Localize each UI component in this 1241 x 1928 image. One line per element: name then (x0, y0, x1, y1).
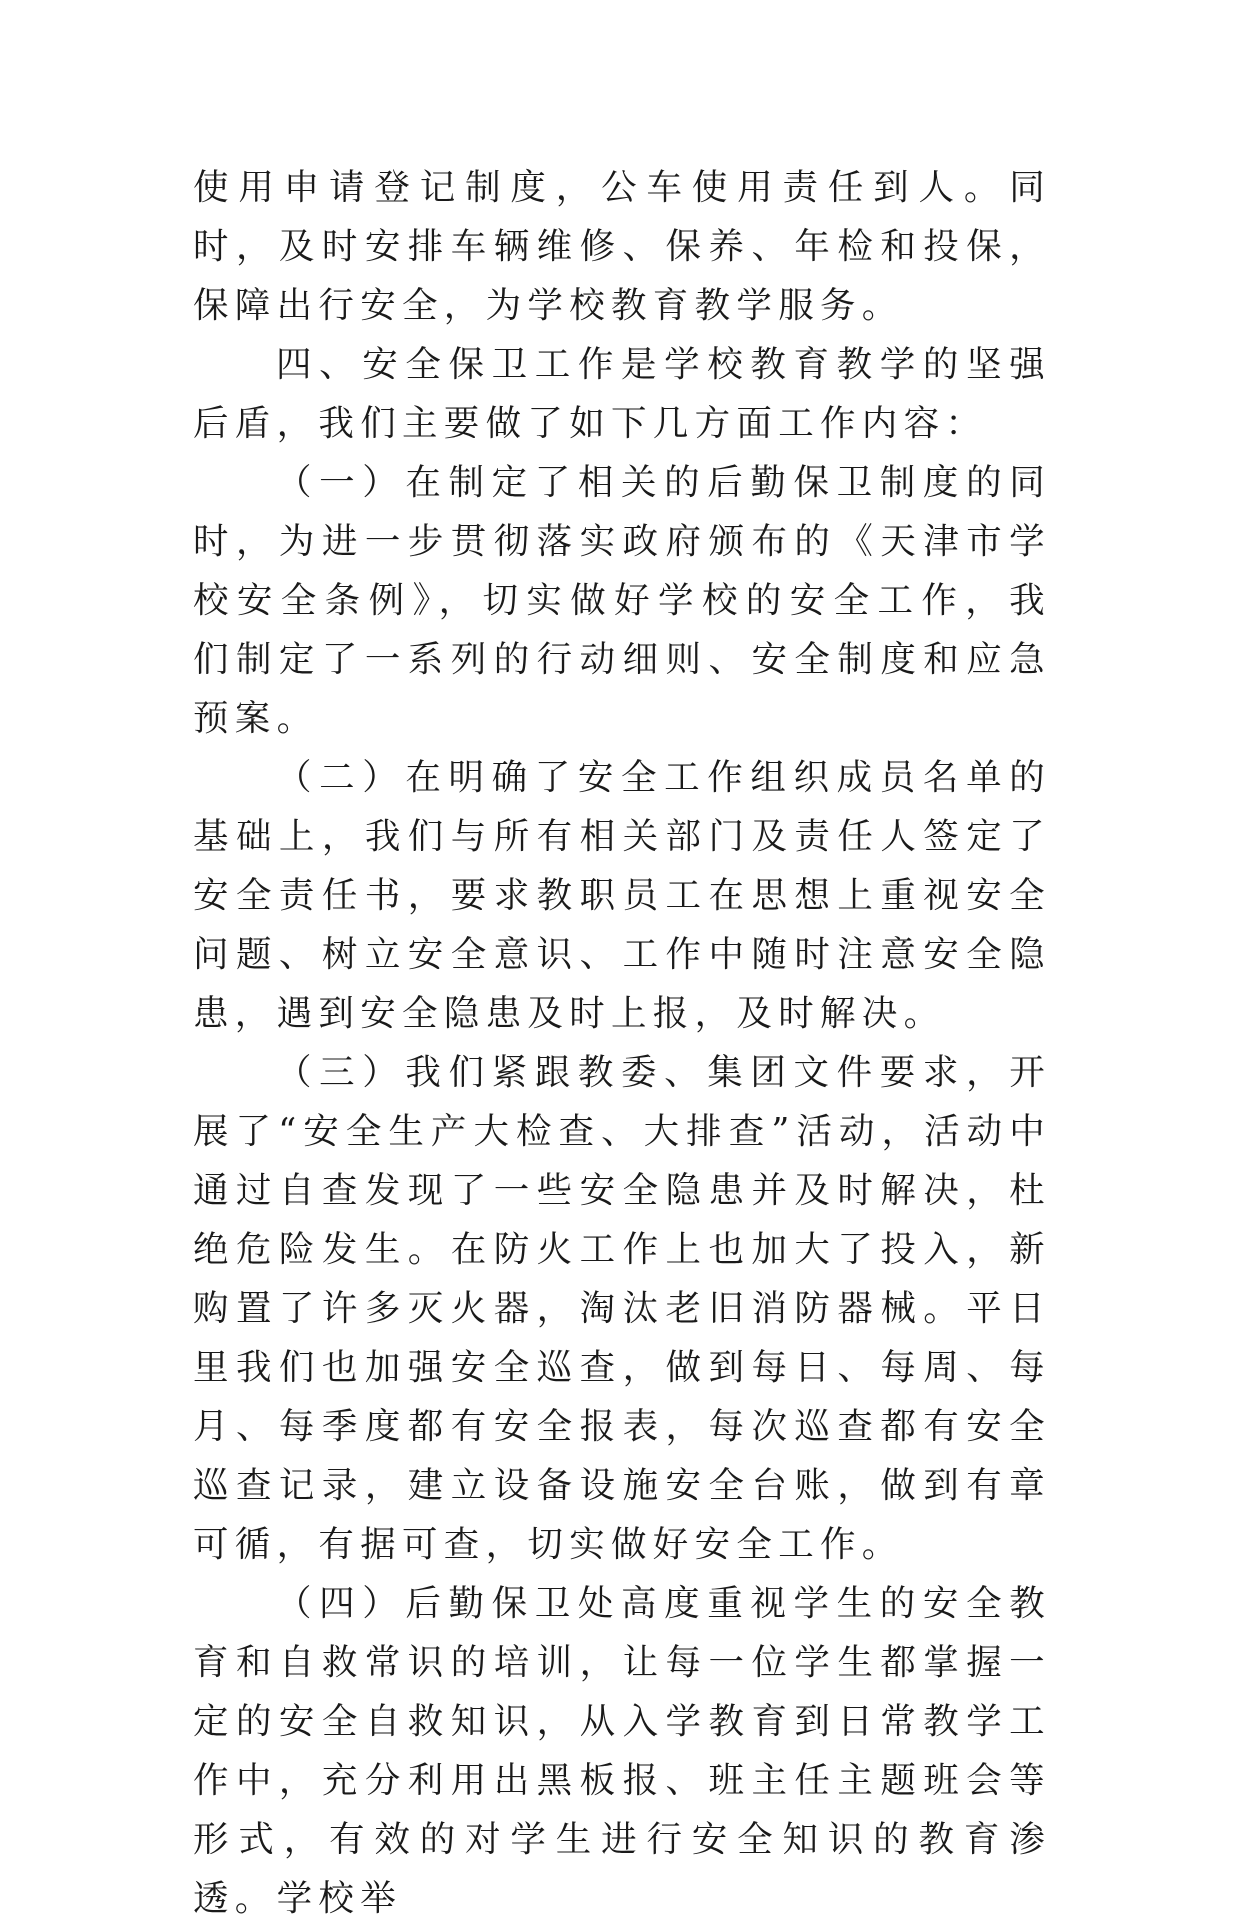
paragraph-vehicle-management: 使用申请登记制度，公车使用责任到人。同时，及时安排车辆维修、保养、年检和投保，保障出行安全，为学校教育教学服务。 (193, 167, 1051, 326)
paragraph-security-item-2: （二）在明确了安全工作组织成员名单的基础上，我们与所有相关部门及责任人签定了安全责任书，要求教职员工在思想上重视安全问题、树立安全意识、工作中随时注意安全隐患，遇到安全隐患及时上报，及时解决。 (193, 757, 1051, 1034)
document-body (193, 158, 1051, 1928)
paragraph-security-item-3: （三）我们紧跟教委、集团文件要求，开展了“安全生产大检查、大排查”活动，活动中通过自查发现了一些安全隐患并及时解决，杜绝危险发生。在防火工作上也加大了投入，新购置了许多灭火器，淘汰老旧消防器械。平日里我们也加强安全巡查，做到每日、每周、每月、每季度都有安全报表，每次巡查都有安全巡查记录，建立设备设施安全台账，做到有章可循，有据可查，切实做好安全工作。 (193, 1052, 1051, 1565)
paragraph-security-item-4: （四）后勤保卫处高度重视学生的安全教育和自救常识的培训，让每一位学生都掌握一定的安全自救知识，从入学教育到日常教学工作中，充分利用出黑板报、班主任主题班会等形式，有效的对学生进行安全知识的教育渗透。学校举 (193, 1583, 1051, 1919)
paragraph-security-intro: 四、安全保卫工作是学校教育教学的坚强后盾，我们主要做了如下几方面工作内容： (193, 344, 1051, 444)
paragraph-security-item-1: （一）在制定了相关的后勤保卫制度的同时，为进一步贯彻落实政府颁布的《天津市学校安全条例》，切实做好学校的安全工作，我们制定了一系列的行动细则、安全制度和应急预案。 (193, 462, 1051, 739)
